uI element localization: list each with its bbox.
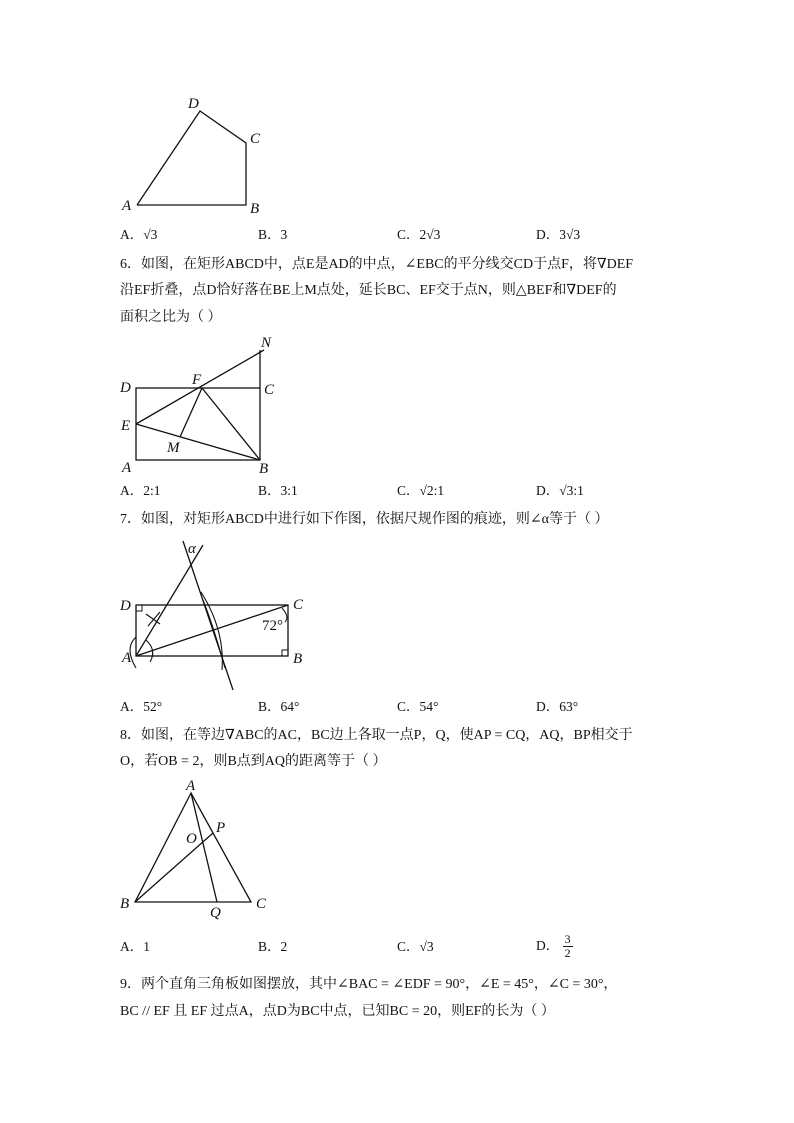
q6-label-a: A [122,460,132,476]
q6-label-m: M [167,440,180,456]
q7-label-a: A [122,650,132,666]
q7-option-a: A．52° [120,699,163,714]
q8-option-d-fraction [563,933,573,960]
q6-stem-line2: 沿EF折叠，点D恰好落在BE上M点处，延长BC、EF交于点N，则△BEF和∇DEF的 [120,283,617,298]
q6-label-b: B [259,461,269,477]
q6-option-b: B．3:1 [258,483,298,498]
q7-angle-72: 72° [262,618,283,634]
q8-option-c: C．√3 [397,939,434,954]
q6-option-a: A．2:1 [120,483,161,498]
q5-option-b: B．3 [258,227,288,242]
q5-label-b: B [250,201,260,217]
q8-option-b: B．2 [258,939,288,954]
q6-label-c: C [264,382,275,398]
q9-stem-line1: 9．两个直角三角板如图摆放，其中∠BAC = ∠EDF = 90°，∠E = 45°，∠C = 30°， [120,977,618,992]
q6-stem-line1: 6．如图，在矩形ABCD中，点E是AD的中点，∠EBC的平分线交CD于点F，将∇DEF [120,257,634,272]
q6-label-f: F [192,372,202,388]
q8-label-q: Q [210,905,221,921]
q5-label-d: D [188,96,199,112]
q6-option-c: C．√2:1 [397,483,445,498]
q7-label-b: B [293,651,303,667]
q5-label-c: C [250,131,261,147]
q5-label-a: A [122,198,132,214]
q8-option-a: A．1 [120,939,150,954]
q7-label-d: D [120,598,131,614]
q8-label-o: O [186,831,197,847]
q7-label-alpha: α [188,541,196,557]
q6-label-d: D [120,380,131,396]
q7-option-c: C．54° [397,699,439,714]
q9-stem-line2: BC // EF 且 EF 过点A，点D为BC中点，已知BC = 20，则EF的长为（ ） [120,1004,555,1019]
q8-label-a: A [186,778,196,794]
q8-stem-line1: 8．如图，在等边∇ABC的AC，BC边上各取一点P，Q，使AP = CQ，AQ，BP相交于 [120,728,633,743]
q8-stem-line2: O，若OB = 2，则B点到AQ的距离等于（ ） [120,754,387,769]
q8-label-p: P [216,820,226,836]
q5-option-d: D．3√3 [536,227,581,242]
q8-option-d-numerator: 3 [564,932,571,947]
q8-label-b: B [120,896,130,912]
q6-option-d: D．√3:1 [536,483,584,498]
q8-label-c: C [256,896,267,912]
q6-stem-line3: 面积之比为（ ） [120,310,222,325]
q5-option-c: C．2√3 [397,227,441,242]
q8-option-d [536,929,573,963]
q7-option-b: B．64° [258,699,300,714]
q8-option-d-denominator: 2 [564,946,571,961]
q6-label-n: N [261,335,272,351]
q6-label-e: E [121,418,131,434]
q8-option-d-prefix: D． [536,938,560,953]
q7-option-d: D．63° [536,699,579,714]
q7-label-c: C [293,597,304,613]
q5-option-a: A．√3 [120,227,158,242]
q7-stem-line1: 7．如图，对矩形ABCD中进行如下作图，依据尺规作图的痕迹，则∠α等于（ ） [120,512,609,527]
